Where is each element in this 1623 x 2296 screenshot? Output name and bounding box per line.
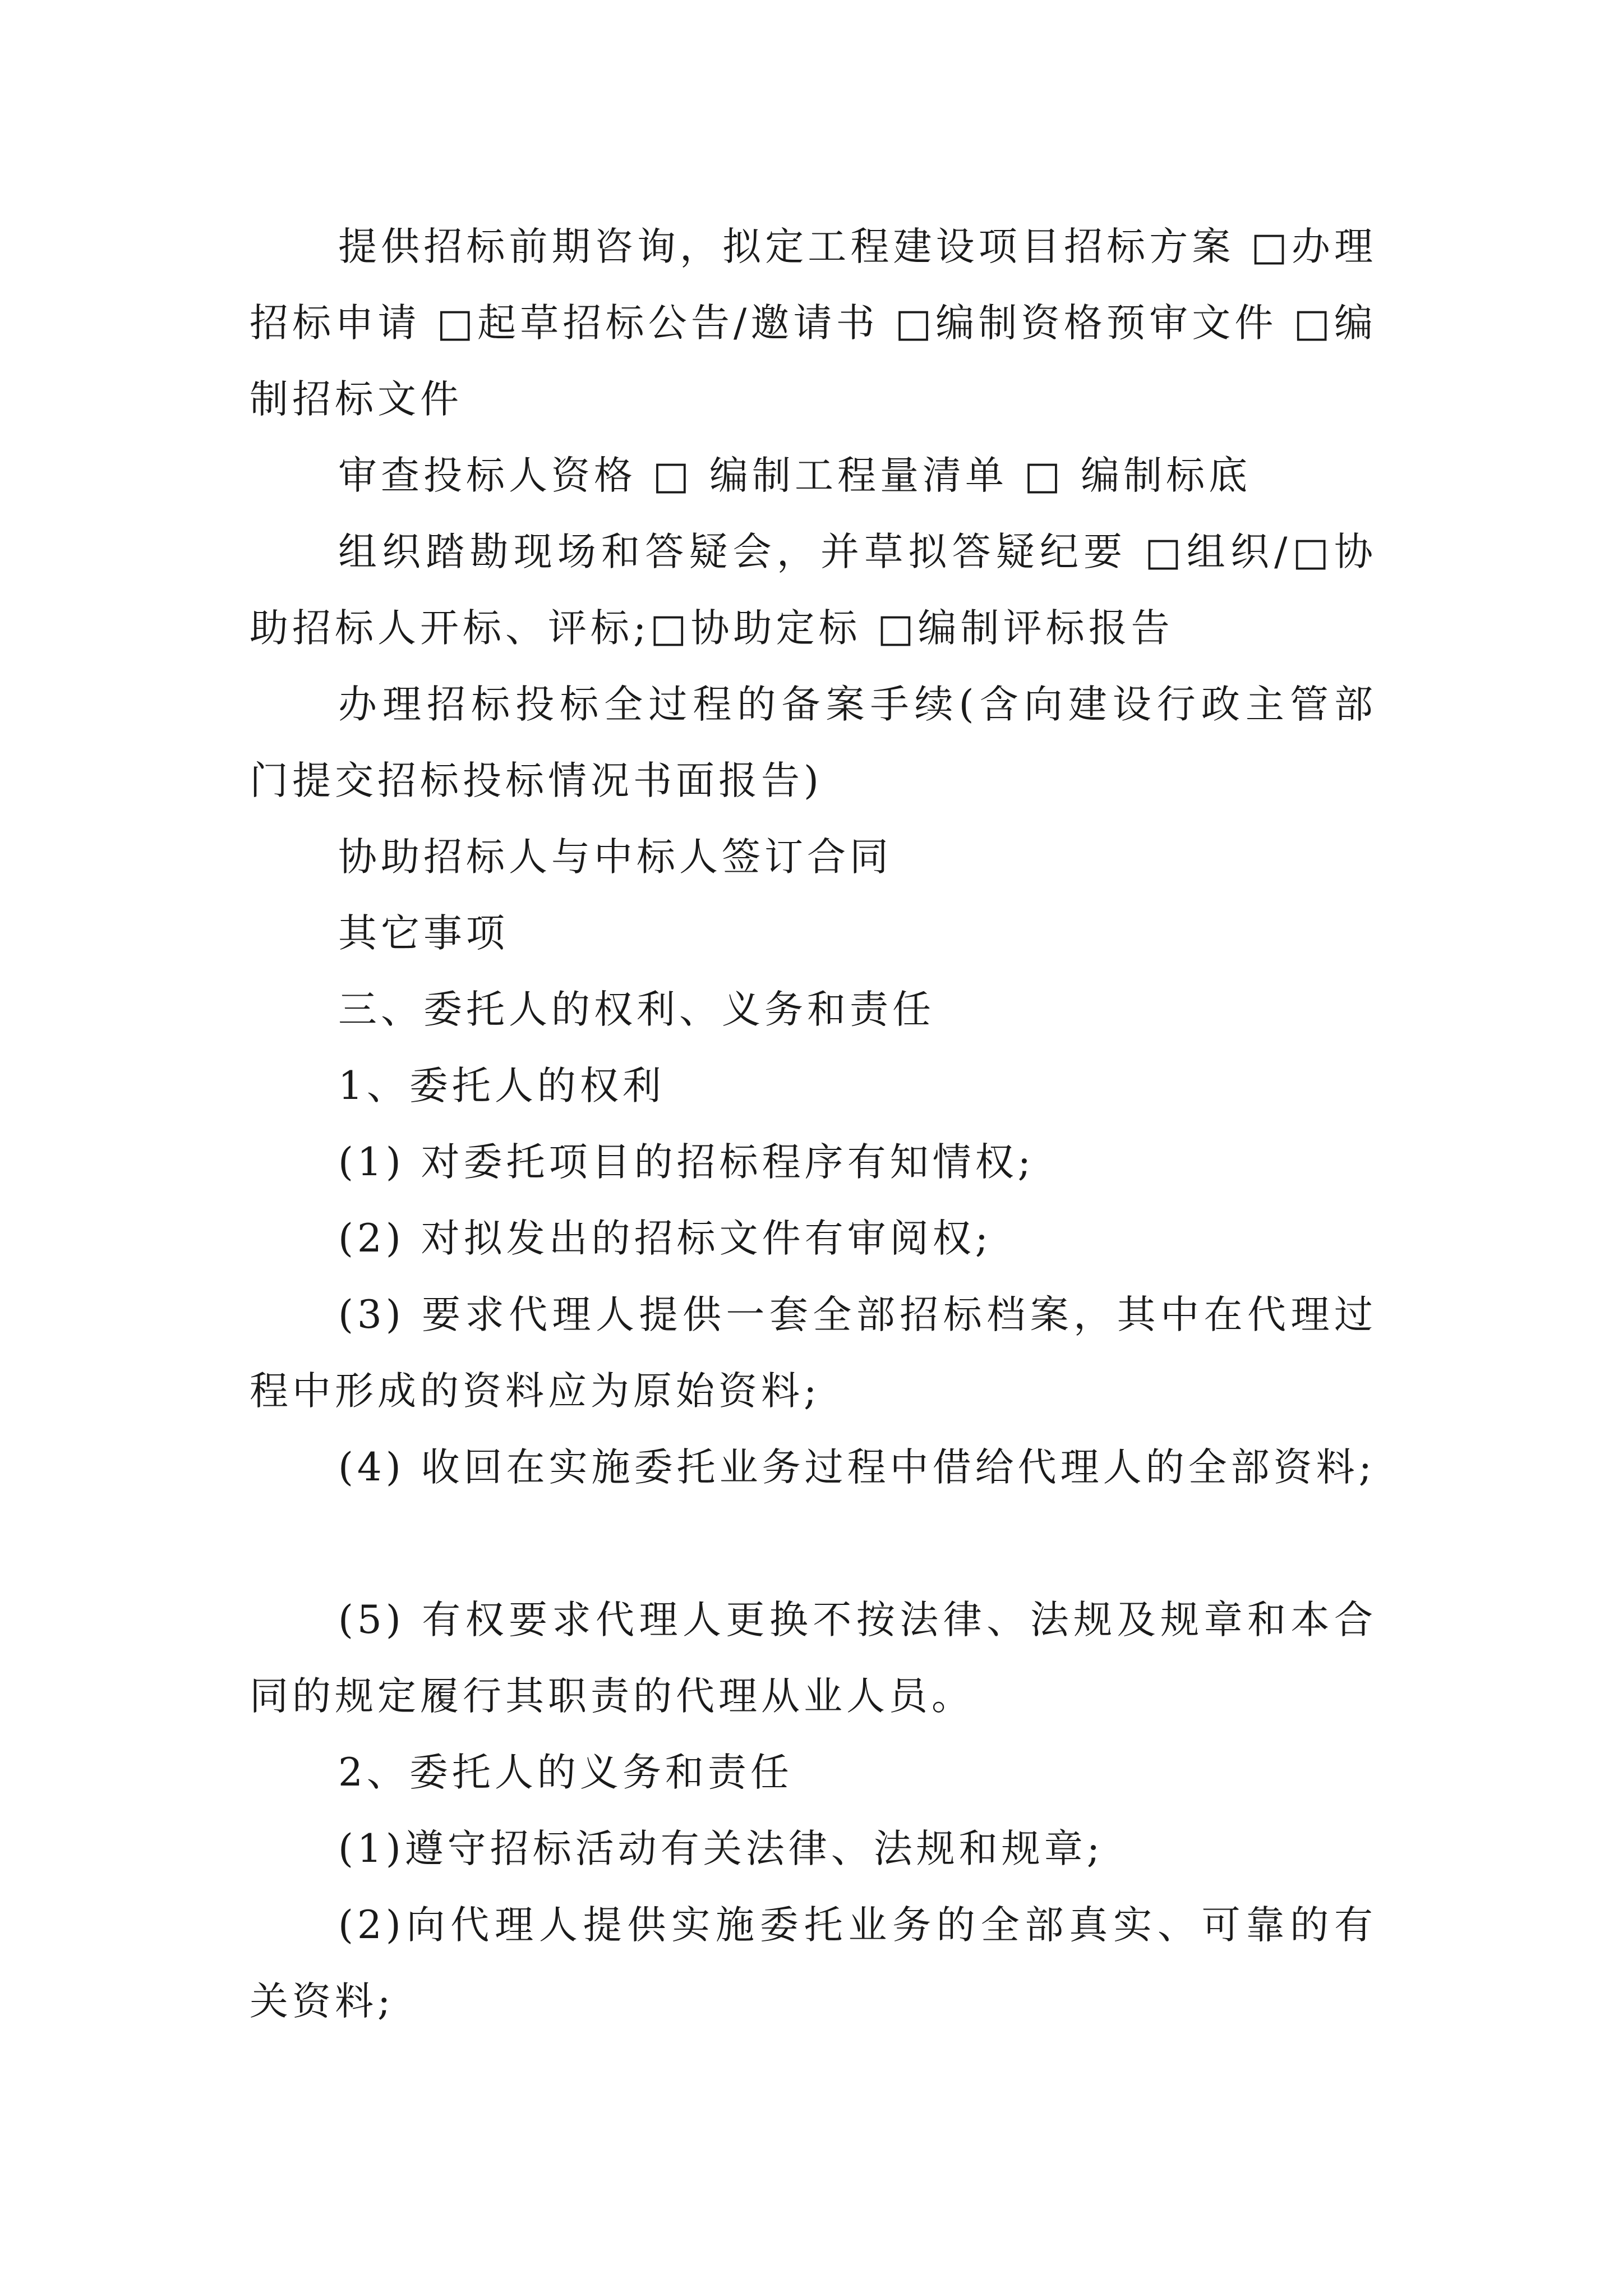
subheading-principal-obligations: 2、委托人的义务和责任 xyxy=(338,1750,793,1795)
list-item-right-2: (2) 对拟发出的招标文件有审阅权; xyxy=(338,1216,992,1261)
paragraph-site-visit: 组织踏勘现场和答疑会，并草拟答疑纪要 □组织/□协助招标人开标、评标;□协助定标 □编制评标报告 xyxy=(250,530,1377,651)
paragraph-sign-contract: 协助招标人与中标人签订合同 xyxy=(338,835,892,880)
paragraph-review-bidders: 审查投标人资格 □ 编制工程量清单 □ 编制标底 xyxy=(338,453,1252,498)
list-item-obligation-2: (2)向代理人提供实施委托业务的全部真实、可靠的有关资料; xyxy=(250,1903,1377,2024)
list-item-right-3: (3) 要求代理人提供一套全部招标档案，其中在代理过程中形成的资料应为原始资料; xyxy=(250,1292,1377,1414)
list-item-right-1: (1) 对委托项目的招标程序有知情权; xyxy=(338,1140,1035,1185)
list-item-obligation-1: (1)遵守招标活动有关法律、法规和规章; xyxy=(338,1826,1104,1871)
list-item-right-5: (5) 有权要求代理人更换不按法律、法规及规章和本合同的规定履行其职责的代理从业人员。 xyxy=(250,1598,1377,1719)
paragraph-consulting-services: 提供招标前期咨询，拟定工程建设项目招标方案 □办理招标申请 □起草招标公告/邀请书 □编制资格预审文件 □编制招标文件 xyxy=(250,224,1377,422)
subheading-principal-rights: 1、委托人的权利 xyxy=(338,1064,665,1108)
paragraph-filing-procedures: 办理招标投标全过程的备案手续(含向建设行政主管部门提交招标投标情况书面报告) xyxy=(250,682,1377,803)
paragraph-other-matters: 其它事项 xyxy=(338,911,509,956)
list-item-right-4: (4) 收回在实施委托业务过程中借给代理人的全部资料; xyxy=(338,1445,1376,1490)
section-heading-principal-rights: 三、委托人的权利、义务和责任 xyxy=(338,987,935,1032)
